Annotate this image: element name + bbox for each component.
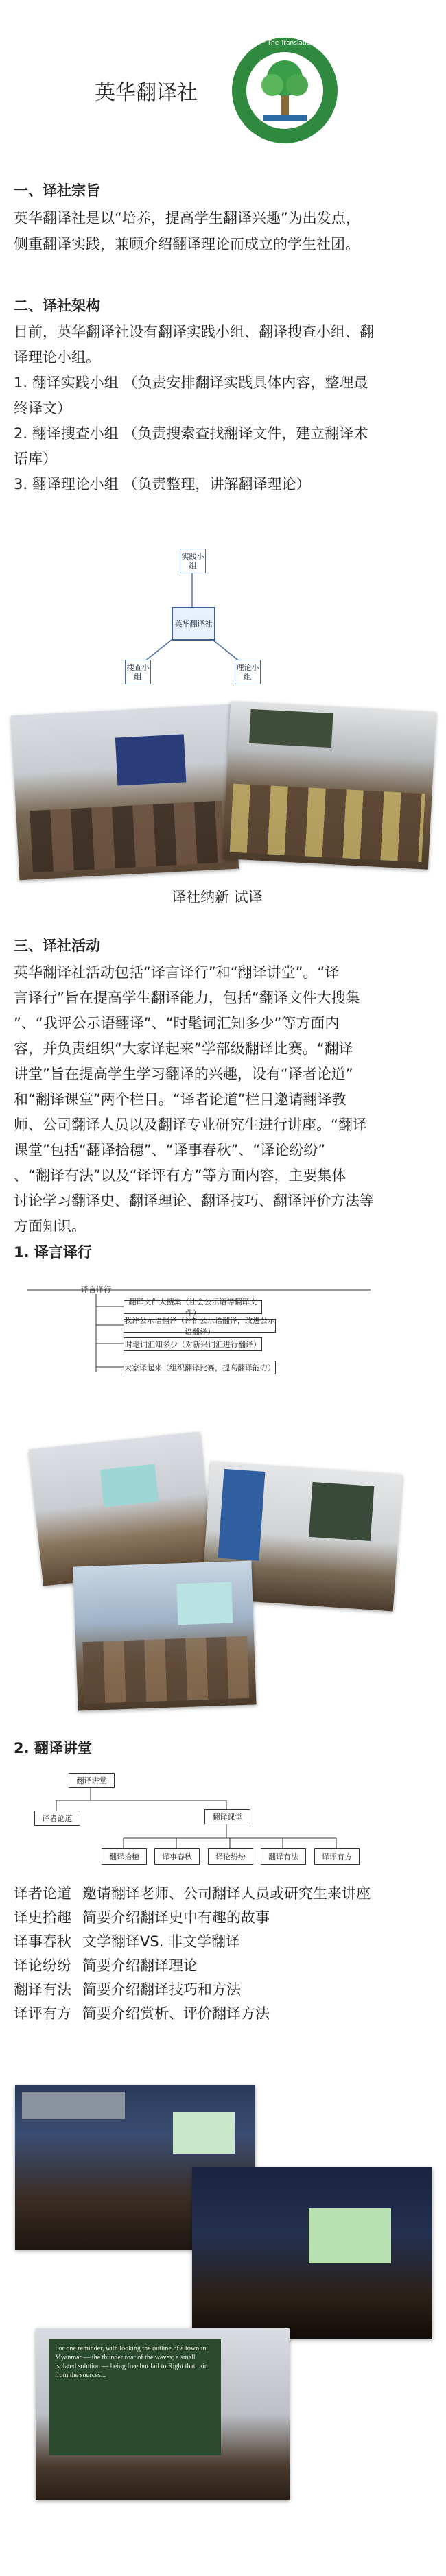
- sub1-heading: 1. 译言译行: [14, 1244, 92, 1261]
- section2-line: 语库）: [14, 451, 57, 467]
- section2-line: 终译文）: [14, 400, 71, 416]
- definition-term: 译论纷纷: [14, 1957, 71, 1974]
- slide-text: For one reminder, with looking the outline of a town in Myanmar — the thunder roar of the waves; a small isolated solution — being free but fail to Right that rain from the sources...: [55, 2345, 208, 2379]
- tree-left-node: 译者论道: [34, 1811, 80, 1826]
- tree-leaf: 翻译拾穗: [102, 1848, 147, 1865]
- tree-leaf: 译事春秋: [154, 1848, 200, 1865]
- diagram-top-node: 实践小组: [180, 549, 206, 573]
- definition-desc: 文学翻译VS. 非文学翻译: [82, 1933, 241, 1950]
- lecture-photo-c: [36, 2328, 290, 2500]
- definition-desc: 邀请翻译老师、公司翻译人员或研究生来讲座: [82, 1885, 371, 1902]
- section3-heading: 三、译社活动: [14, 938, 100, 954]
- section1-heading: 一、译社宗旨: [14, 182, 100, 199]
- section2-line: 2. 翻译搜查小组 （负责搜索查找翻译文件，建立翻译术: [14, 425, 368, 442]
- section3-line: 课堂”包括“翻译拾穗”、“译事春秋”、“译论纷纷”: [14, 1142, 326, 1158]
- page-title: 英华翻译社: [95, 81, 198, 105]
- definition-desc: 简要介绍翻译技巧和方法: [82, 1981, 241, 1998]
- tree-middle-node: 翻译课堂: [204, 1809, 250, 1824]
- definition-desc: 简要介绍翻译史中有趣的故事: [82, 1909, 270, 1926]
- section3-line: 方面知识。: [14, 1218, 86, 1235]
- section1-line: 英华翻译社是以“培养，提高学生翻译兴趣”为出发点，: [14, 210, 360, 226]
- section3-line: 、“翻译有法”以及“译评有方”等方面内容，主要集体: [14, 1167, 347, 1184]
- section2-line: 1. 翻译实践小组 （负责安排翻译实践具体内容，整理最: [14, 374, 368, 391]
- definition-row: [14, 1906, 270, 1929]
- tree-item: 时髦词汇知多少（对新兴词汇进行翻译）: [124, 1337, 262, 1351]
- tree-item: 我评公示语翻译（评析公示语翻译，改进公示语翻译）: [124, 1316, 275, 1336]
- logo-ring-text: 英华翻译社 · The Translation Society: [230, 40, 340, 47]
- definition-desc: 简要介绍翻译理论: [82, 1957, 198, 1974]
- section3-line: ”、“我评公示语翻译”、“时髦词汇知多少”等方面内: [14, 1015, 340, 1031]
- section1-line: 侧重翻译实践，兼顾介绍翻译理论而成立的学生社团。: [14, 236, 360, 252]
- diagram-center-node: 英华翻译社: [172, 607, 215, 641]
- recruitment-photo-left: [11, 704, 239, 880]
- section3-line: 言译行”旨在提高学生翻译能力，包括“翻译文件大搜集: [14, 990, 360, 1006]
- tree-root: 翻译讲堂: [69, 1773, 115, 1788]
- sub2-tree: [34, 1769, 377, 1879]
- definition-term: 译事春秋: [14, 1933, 71, 1950]
- sub2-heading: 2. 翻译讲堂: [14, 1740, 92, 1756]
- lecture-photo-b: [192, 2167, 432, 2339]
- section3-line: 容，并负责组织“大家译起来”学部级翻译比赛。“翻译: [14, 1040, 353, 1057]
- section2-heading: 二、译社架构: [14, 298, 100, 314]
- definition-row: [14, 1882, 371, 1905]
- section3-line: 和“翻译课堂”两个栏目。“译者论道”栏目邀请翻译教: [14, 1091, 347, 1108]
- definition-row: [14, 1954, 198, 1977]
- section2-line: 目前，英华翻译社设有翻译实践小组、翻译搜查小组、翻: [14, 324, 374, 340]
- definition-term: 翻译有法: [14, 1981, 71, 1998]
- section3-line: 讲堂”旨在提高学生学习翻译的兴趣，设有“译者论道”: [14, 1066, 353, 1082]
- tree-leaf: 翻译有法: [261, 1848, 306, 1865]
- tree-item: 大家译起来（组织翻译比赛，提高翻译能力）: [124, 1361, 276, 1374]
- section3-line: 英华翻译社活动包括“译言译行”和“翻译讲堂”。“译: [14, 964, 340, 981]
- definition-desc: 简要介绍赏析、评价翻译方法: [82, 2005, 270, 2022]
- structure-diagram: [124, 542, 281, 686]
- definition-row: [14, 1978, 241, 2001]
- definition-term: 译史拾趣: [14, 1909, 71, 1926]
- tree-root: 译言译行: [81, 1285, 111, 1294]
- diagram-left-node: 搜查小组: [125, 660, 151, 684]
- activity-photo-c: [73, 1561, 256, 1711]
- section2-line: 3. 翻译理论小组 （负责整理，讲解翻译理论）: [14, 476, 311, 492]
- tree-item: 翻译文件大搜集（社会公示语等翻译文件）: [124, 1300, 262, 1314]
- sub1-tree: [27, 1279, 371, 1382]
- diagram-right-node: 理论小组: [235, 660, 261, 684]
- tree-leaf: 译论纷纷: [208, 1848, 253, 1865]
- definition-row: [14, 1930, 240, 1953]
- definition-term: 译评有方: [14, 2005, 71, 2022]
- section3-line: 讨论学习翻译史、翻译理论、翻译技巧、翻译评价方法等: [14, 1193, 374, 1209]
- photo-caption: 译社纳新 试译: [172, 889, 263, 905]
- definition-row: [14, 2002, 270, 2025]
- recruitment-photo-right: [222, 701, 436, 869]
- definition-term: 译者论道: [14, 1885, 71, 1902]
- logo-emblem-icon: [230, 36, 340, 145]
- tree-leaf: 译评有方: [314, 1848, 360, 1865]
- section3-line: 师、公司翻译人员以及翻译专业研究生进行讲座。“翻译: [14, 1117, 367, 1133]
- logo: [230, 36, 340, 145]
- section2-line: 译理论小组。: [14, 349, 100, 366]
